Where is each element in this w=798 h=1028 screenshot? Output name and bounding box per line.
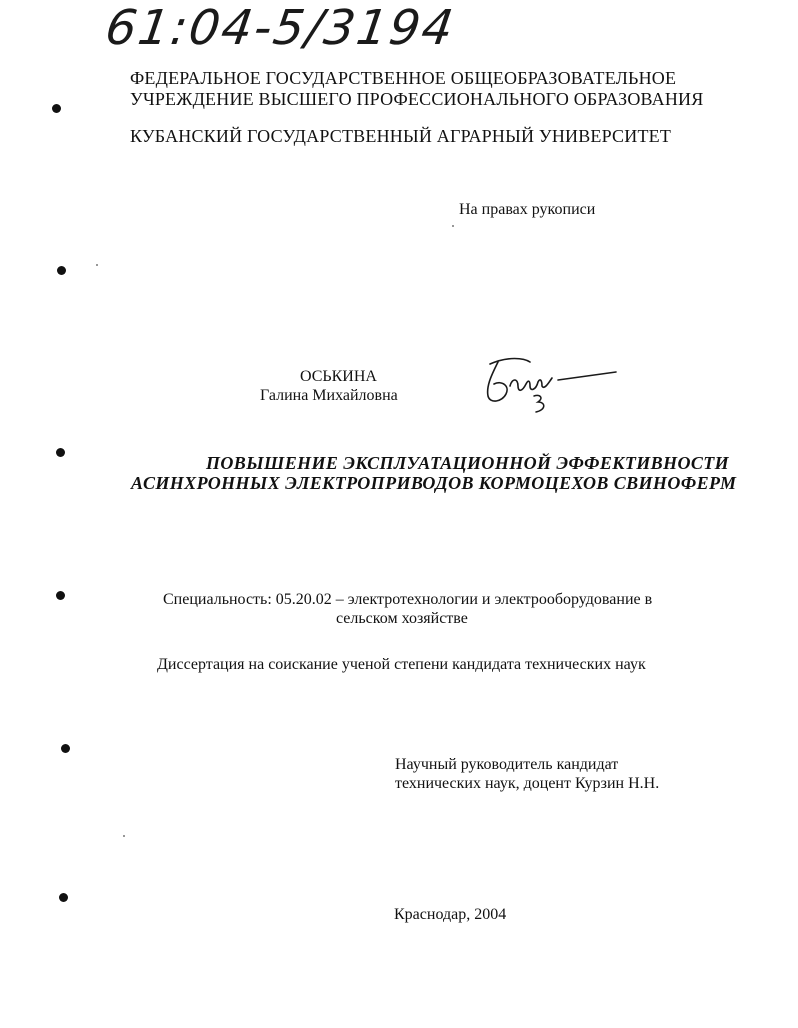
author-surname: ОСЬКИНА	[300, 368, 377, 385]
scan-speck	[123, 835, 125, 837]
scan-speck	[452, 225, 454, 227]
manuscript-note: На правах рукописи	[459, 201, 596, 218]
binder-hole	[57, 266, 66, 275]
dissertation-note: Диссертация на соискание ученой степени кандидата технических наук	[157, 656, 646, 673]
supervisor-line-2: технических наук, доцент Курзин Н.Н.	[395, 775, 660, 792]
specialty-line-1: Специальность: 05.20.02 – электротехнологии и электрооборудование в	[163, 591, 653, 608]
specialty-line-2: сельском хозяйстве	[336, 610, 468, 627]
archive-stamp: 61:04-5/3194	[102, 0, 459, 56]
author-given-names: Галина Михайловна	[260, 387, 398, 404]
binder-hole	[56, 591, 65, 600]
place-year: Краснодар, 2004	[394, 906, 507, 923]
binder-hole	[52, 104, 61, 113]
title-line-1: ПОВЫШЕНИЕ ЭКСПЛУАТАЦИОННОЙ ЭФФЕКТИВНОСТИ	[206, 453, 730, 473]
signature-icon	[478, 350, 628, 420]
title-line-2: АСИНХРОННЫХ ЭЛЕКТРОПРИВОДОВ КОРМОЦЕХОВ СВИНОФЕРМ	[131, 473, 737, 493]
supervisor-line-1: Научный руководитель кандидат	[395, 756, 619, 773]
scan-speck	[96, 264, 98, 266]
university-name: КУБАНСКИЙ ГОСУДАРСТВЕННЫЙ АГРАРНЫЙ УНИВЕРСИТЕТ	[130, 126, 672, 146]
institution-line-1: ФЕДЕРАЛЬНОЕ ГОСУДАРСТВЕННОЕ ОБЩЕОБРАЗОВАТЕЛЬНОЕ	[130, 68, 677, 88]
binder-hole	[59, 893, 68, 902]
binder-hole	[56, 448, 65, 457]
binder-hole	[61, 744, 70, 753]
institution-line-2: УЧРЕЖДЕНИЕ ВЫСШЕГО ПРОФЕССИОНАЛЬНОГО ОБРАЗОВАНИЯ	[130, 89, 704, 109]
